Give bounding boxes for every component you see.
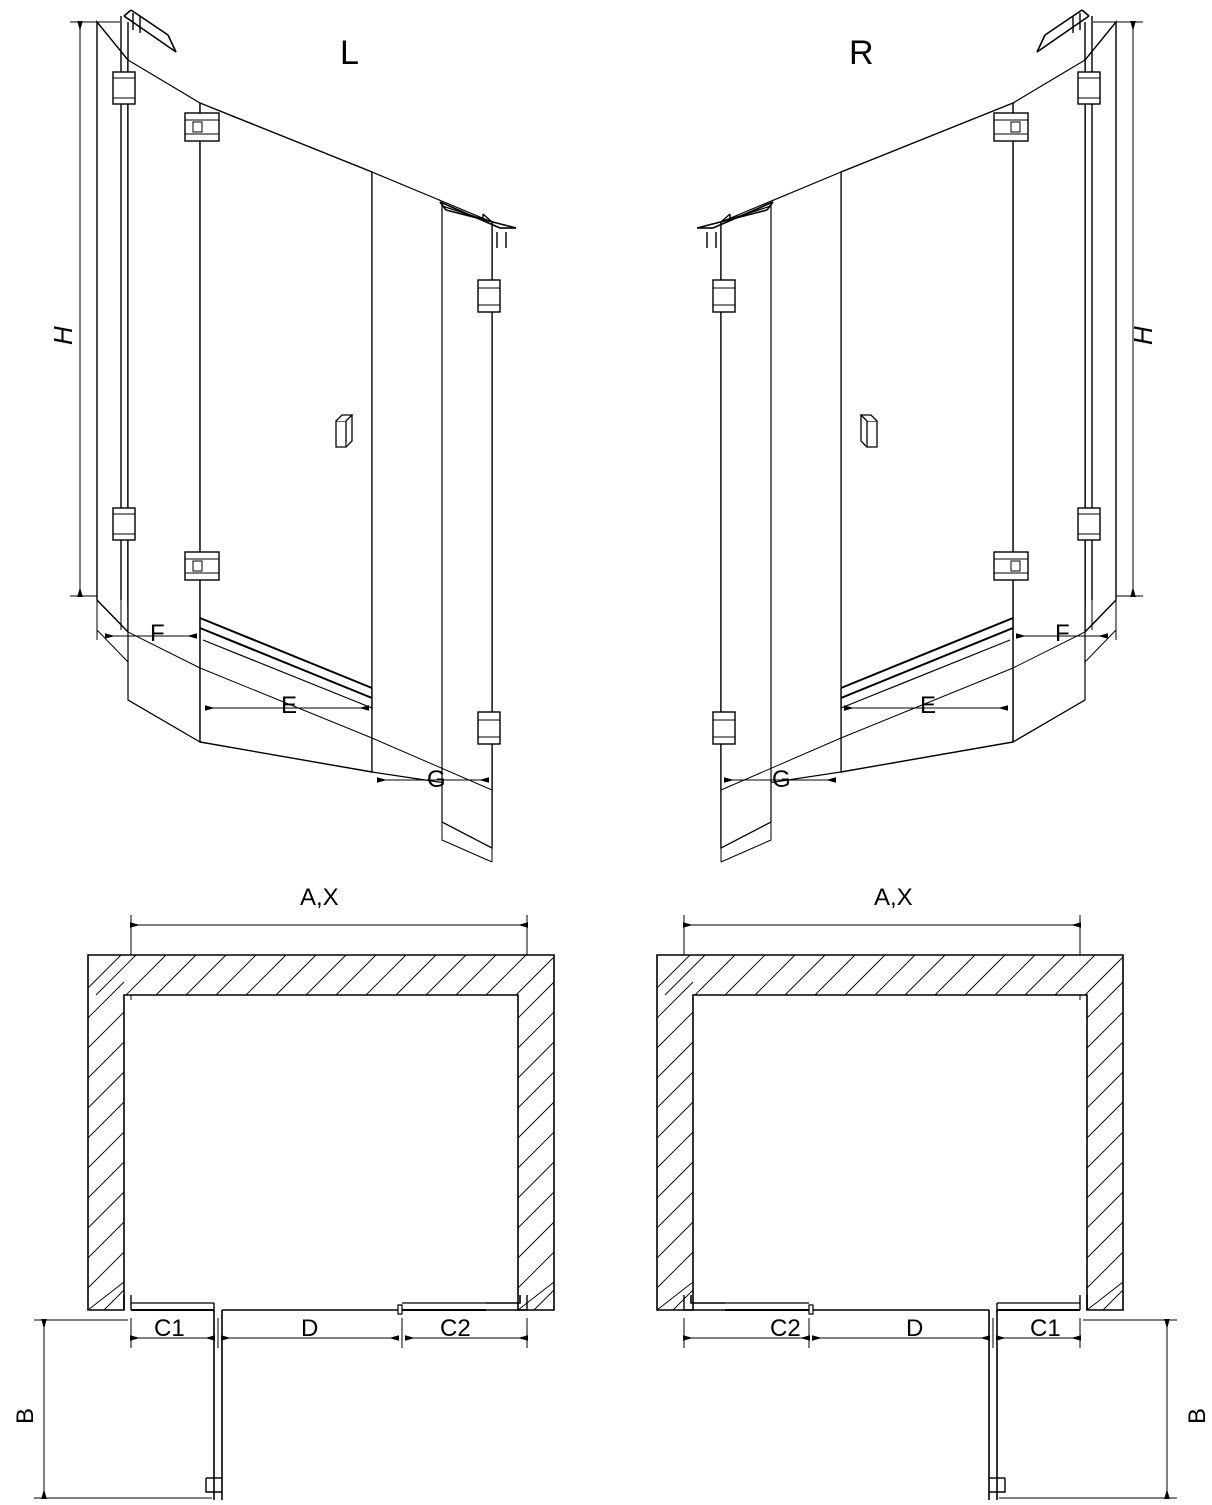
label-c2-left: C2 (440, 1315, 471, 1342)
label-ax-left: A,X (300, 884, 339, 911)
label-variant-left: L (340, 34, 359, 72)
label-ax-right: A,X (874, 884, 913, 911)
label-b-right: B (1184, 1407, 1211, 1424)
plan-left-view (34, 915, 554, 1500)
label-e-left: E (281, 692, 298, 719)
label-g-left: G (427, 766, 446, 793)
label-f-left: F (150, 620, 165, 647)
label-e-right: E (920, 692, 937, 719)
label-c2-right: C2 (770, 1315, 801, 1342)
label-h-right: H (1128, 326, 1158, 345)
label-f-right: F (1055, 620, 1070, 647)
label-c1-right: C1 (1030, 1315, 1061, 1342)
iso-right-view (697, 10, 1143, 862)
label-variant-right: R (849, 34, 874, 72)
plan-right-view (657, 915, 1177, 1500)
label-b-left: B (12, 1407, 39, 1424)
iso-left-view (70, 10, 516, 862)
label-c1-left: C1 (154, 1315, 185, 1342)
label-d-left: D (301, 1315, 319, 1342)
label-g-right: G (772, 766, 791, 793)
label-d-right: D (906, 1315, 924, 1342)
label-h-left: H (48, 326, 78, 345)
